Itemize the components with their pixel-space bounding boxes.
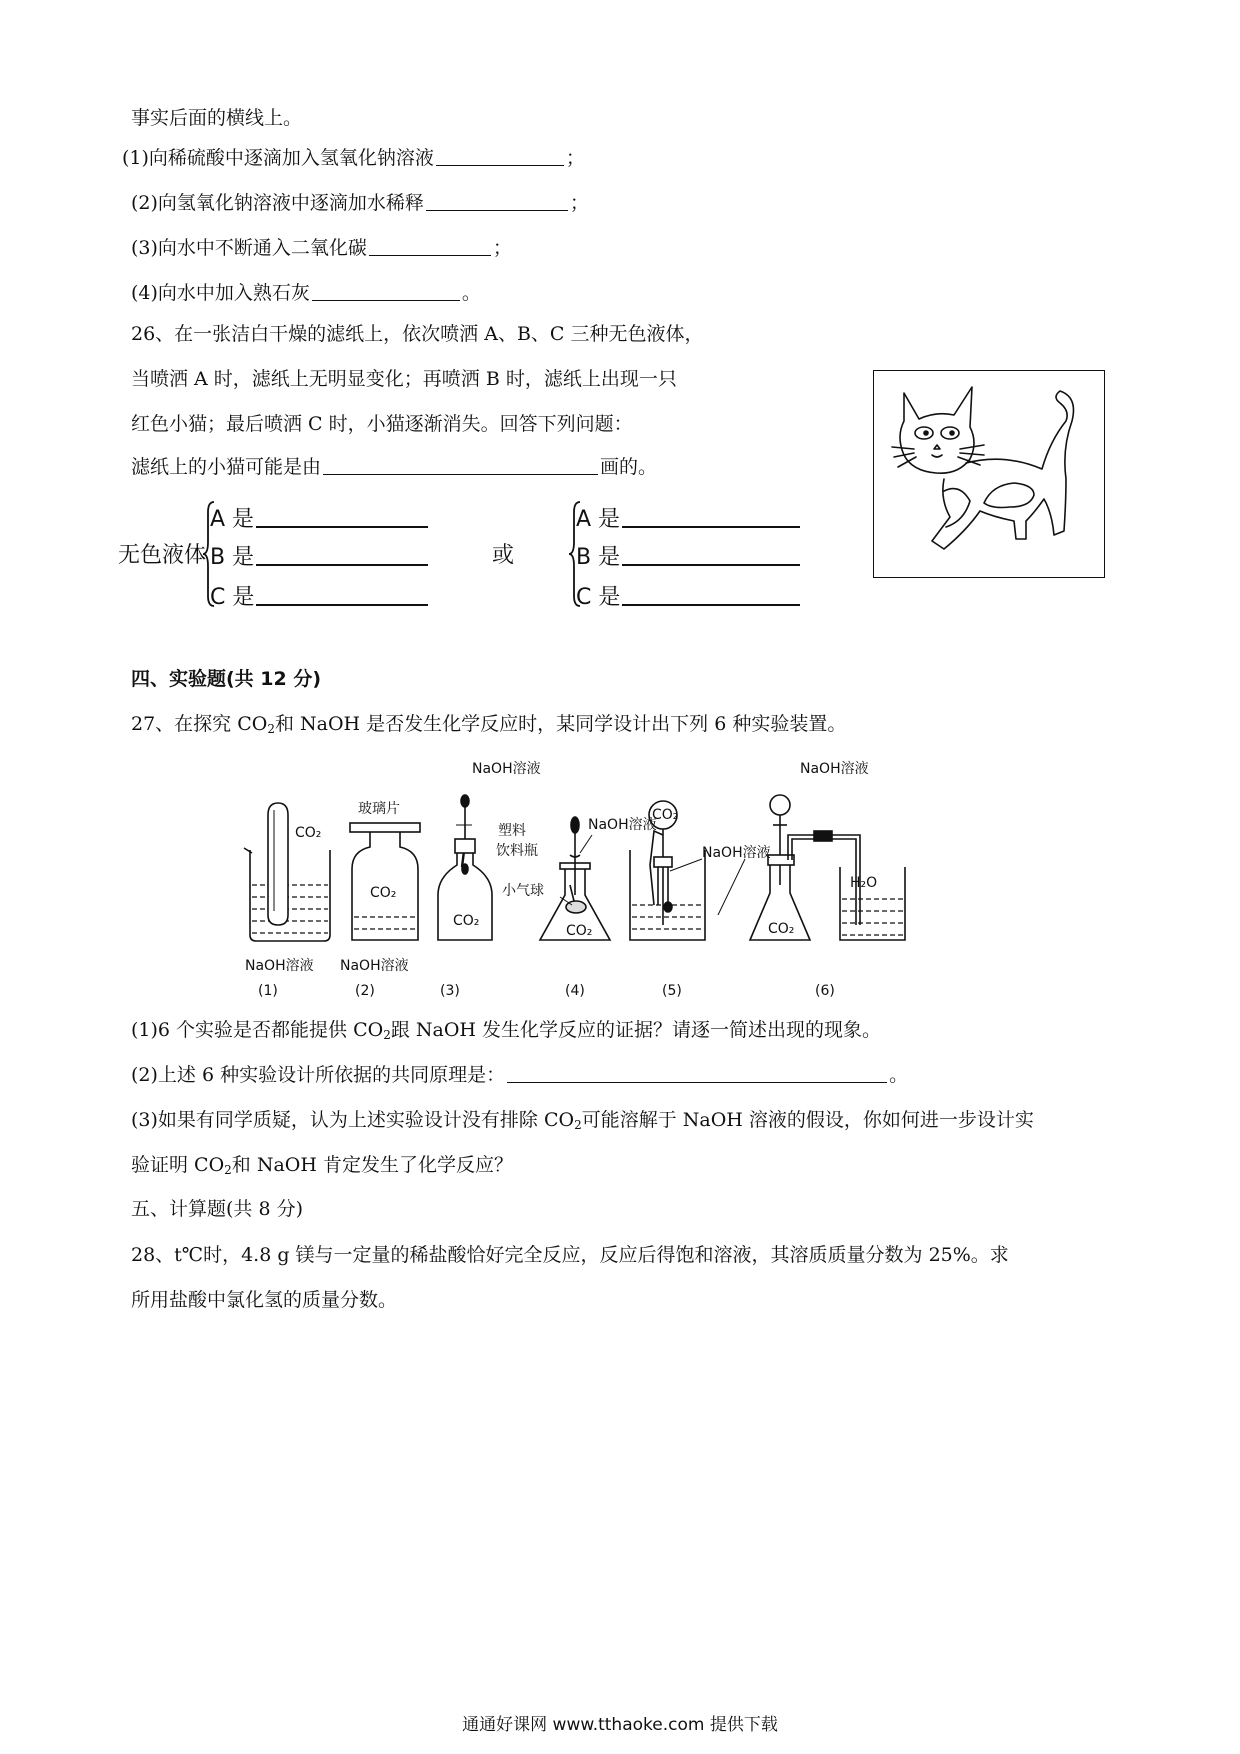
answer-blank[interactable] [622, 542, 800, 566]
apparatus-number-1: (1) [258, 983, 278, 999]
cat-drawing [873, 370, 1105, 578]
q27-sub-1-post: 跟 NaOH 发生化学反应的证据？请逐一简述出现的现象。 [390, 1019, 882, 1041]
answer-blank[interactable] [436, 147, 564, 166]
label-naoh-2: NaOH溶液 [340, 958, 409, 974]
q26-line-1: 26、在一张洁白干燥的滤纸上，依次喷洒 A、B、C 三种无色液体， [131, 323, 704, 345]
q25-item-4-end: 。 [461, 282, 481, 304]
q27-sub-3-line-2 [131, 1153, 513, 1182]
q26-drawn-prefix: 滤纸上的小猫可能是由 [131, 456, 322, 478]
q27-prompt-mid: 和 NaOH 是否发生化学反应时，某同学设计出下列 6 种实验装置。 [274, 713, 847, 735]
apparatus-number-4: (4) [565, 983, 585, 999]
label-naoh-1: NaOH溶液 [245, 958, 314, 974]
label-water: H₂O [850, 875, 878, 891]
apparatus-number-3: (3) [440, 983, 460, 999]
q27-sub-3-sub: 2 [574, 1118, 582, 1132]
section-5-title: 五、计算题(共 8 分) [131, 1198, 303, 1220]
answer-blank[interactable] [323, 456, 598, 475]
answer-blank[interactable] [256, 582, 428, 606]
q27-prompt-pre: 27、在探究 CO [131, 713, 268, 735]
label-co2-2: CO₂ [370, 885, 397, 901]
left-option-a [210, 502, 430, 533]
q25-item-1-text: (1)向稀硫酸中逐滴加入氢氧化钠溶液 [122, 147, 434, 169]
answer-blank[interactable] [507, 1064, 887, 1083]
q25-item-3 [131, 236, 512, 260]
q25-item-3-text: (3)向水中不断通入二氧化碳 [131, 237, 367, 259]
answer-blank[interactable] [256, 504, 428, 528]
answer-blank[interactable] [369, 237, 491, 256]
label-naoh-5: NaOH溶液 [702, 845, 771, 861]
right-option-c-label: C 是 [576, 585, 621, 610]
answer-blank[interactable] [622, 582, 800, 606]
answer-blank[interactable] [426, 192, 568, 211]
answer-blank[interactable] [312, 282, 460, 301]
q25-item-3-end: ； [492, 237, 512, 259]
q25-item-1-end: ； [565, 147, 585, 169]
label-naoh-3: NaOH溶液 [472, 761, 541, 777]
apparatus-number-2: (2) [355, 983, 375, 999]
q25-item-2-end: ； [569, 192, 589, 214]
q27-sub-3-line-2-pre: 验证明 CO [131, 1154, 225, 1176]
q27-sub-3-pre: (3)如果有同学质疑，认为上述实验设计没有排除 CO [131, 1109, 575, 1131]
q26-drawn-question [131, 455, 657, 479]
answer-blank[interactable] [622, 504, 800, 528]
q27-prompt-sub: 2 [267, 722, 275, 736]
q27-sub-3-line-2-post: 和 NaOH 肯定发生了化学反应？ [231, 1154, 513, 1176]
q26-line-2: 当喷洒 A 时，滤纸上无明显变化；再喷洒 B 时，滤纸上出现一只 [131, 368, 677, 390]
right-option-b [576, 540, 802, 571]
q28-line-2: 所用盐酸中氯化氢的质量分数。 [131, 1289, 398, 1311]
q27-sub-3-line-2-sub: 2 [224, 1163, 232, 1177]
label-plastic-1: 塑料 [498, 823, 526, 839]
liquid-label: 无色液体 [118, 543, 207, 568]
label-co2-4: CO₂ [566, 923, 593, 939]
q25-item-2 [131, 191, 589, 215]
q27-sub-1-sub: 2 [383, 1028, 391, 1042]
section-4-title: 四、实验题(共 12 分) [131, 668, 322, 690]
q27-prompt [131, 712, 846, 741]
left-option-a-label: A 是 [210, 507, 255, 532]
label-co2-6: CO₂ [768, 921, 795, 937]
label-naoh-4: NaOH溶液 [588, 817, 657, 833]
label-co2-3: CO₂ [453, 913, 480, 929]
left-option-b [210, 540, 430, 571]
q27-sub-2 [131, 1063, 908, 1087]
label-co2-1: CO₂ [295, 825, 322, 841]
q25-item-4 [131, 281, 481, 305]
apparatus-4 [540, 817, 610, 940]
apparatus-1 [244, 803, 330, 941]
apparatus-diagram [240, 761, 1040, 1095]
or-label: 或 [492, 543, 515, 568]
q27-sub-2-end: 。 [889, 1064, 909, 1086]
answer-blank[interactable] [256, 542, 428, 566]
label-naoh-6: NaOH溶液 [800, 761, 869, 777]
apparatus-number-5: (5) [662, 983, 682, 999]
left-option-b-label: B 是 [210, 545, 255, 570]
q27-sub-2-pre: (2)上述 6 种实验设计所依据的共同原理是： [131, 1064, 506, 1086]
q28-line-1: 28、t℃时，4.8 g 镁与一定量的稀盐酸恰好完全反应，反应后得饱和溶液，其溶质质量分数为 25%。求 [131, 1244, 1009, 1266]
right-option-a [576, 502, 802, 533]
q25-item-1 [122, 146, 585, 170]
q27-sub-1-pre: (1)6 个实验是否都能提供 CO [131, 1019, 384, 1041]
label-co2-5: CO₂ [652, 807, 679, 823]
apparatus-2 [350, 823, 420, 940]
q27-sub-1 [131, 1018, 881, 1047]
left-option-c [210, 580, 430, 611]
q27-sub-3 [131, 1108, 1034, 1137]
q25-item-2-text: (2)向氢氧化钠溶液中逐滴加水稀释 [131, 192, 424, 214]
cat-outline-drawing [874, 371, 1104, 577]
left-option-c-label: C 是 [210, 585, 255, 610]
apparatus-6 [750, 795, 905, 940]
label-balloon: 小气球 [502, 883, 544, 899]
label-glass-plate: 玻璃片 [358, 801, 400, 817]
right-option-a-label: A 是 [576, 507, 621, 532]
right-option-c [576, 580, 802, 611]
q26-drawn-suffix: 画的。 [600, 456, 658, 478]
q27-sub-3-post: 可能溶解于 NaOH 溶液的假设，你如何进一步设计实 [581, 1109, 1034, 1131]
label-plastic-2: 饮料瓶 [496, 843, 538, 859]
intro-tail: 事实后面的横线上。 [131, 107, 303, 129]
right-option-b-label: B 是 [576, 545, 621, 570]
footer-credit: 通通好课网 www.tthaoke.com 提供下载 [462, 1715, 778, 1735]
q26-line-3: 红色小猫；最后喷洒 C 时，小猫逐渐消失。回答下列问题： [131, 413, 633, 435]
q25-item-4-text: (4)向水中加入熟石灰 [131, 282, 310, 304]
apparatus-number-6: (6) [815, 983, 835, 999]
